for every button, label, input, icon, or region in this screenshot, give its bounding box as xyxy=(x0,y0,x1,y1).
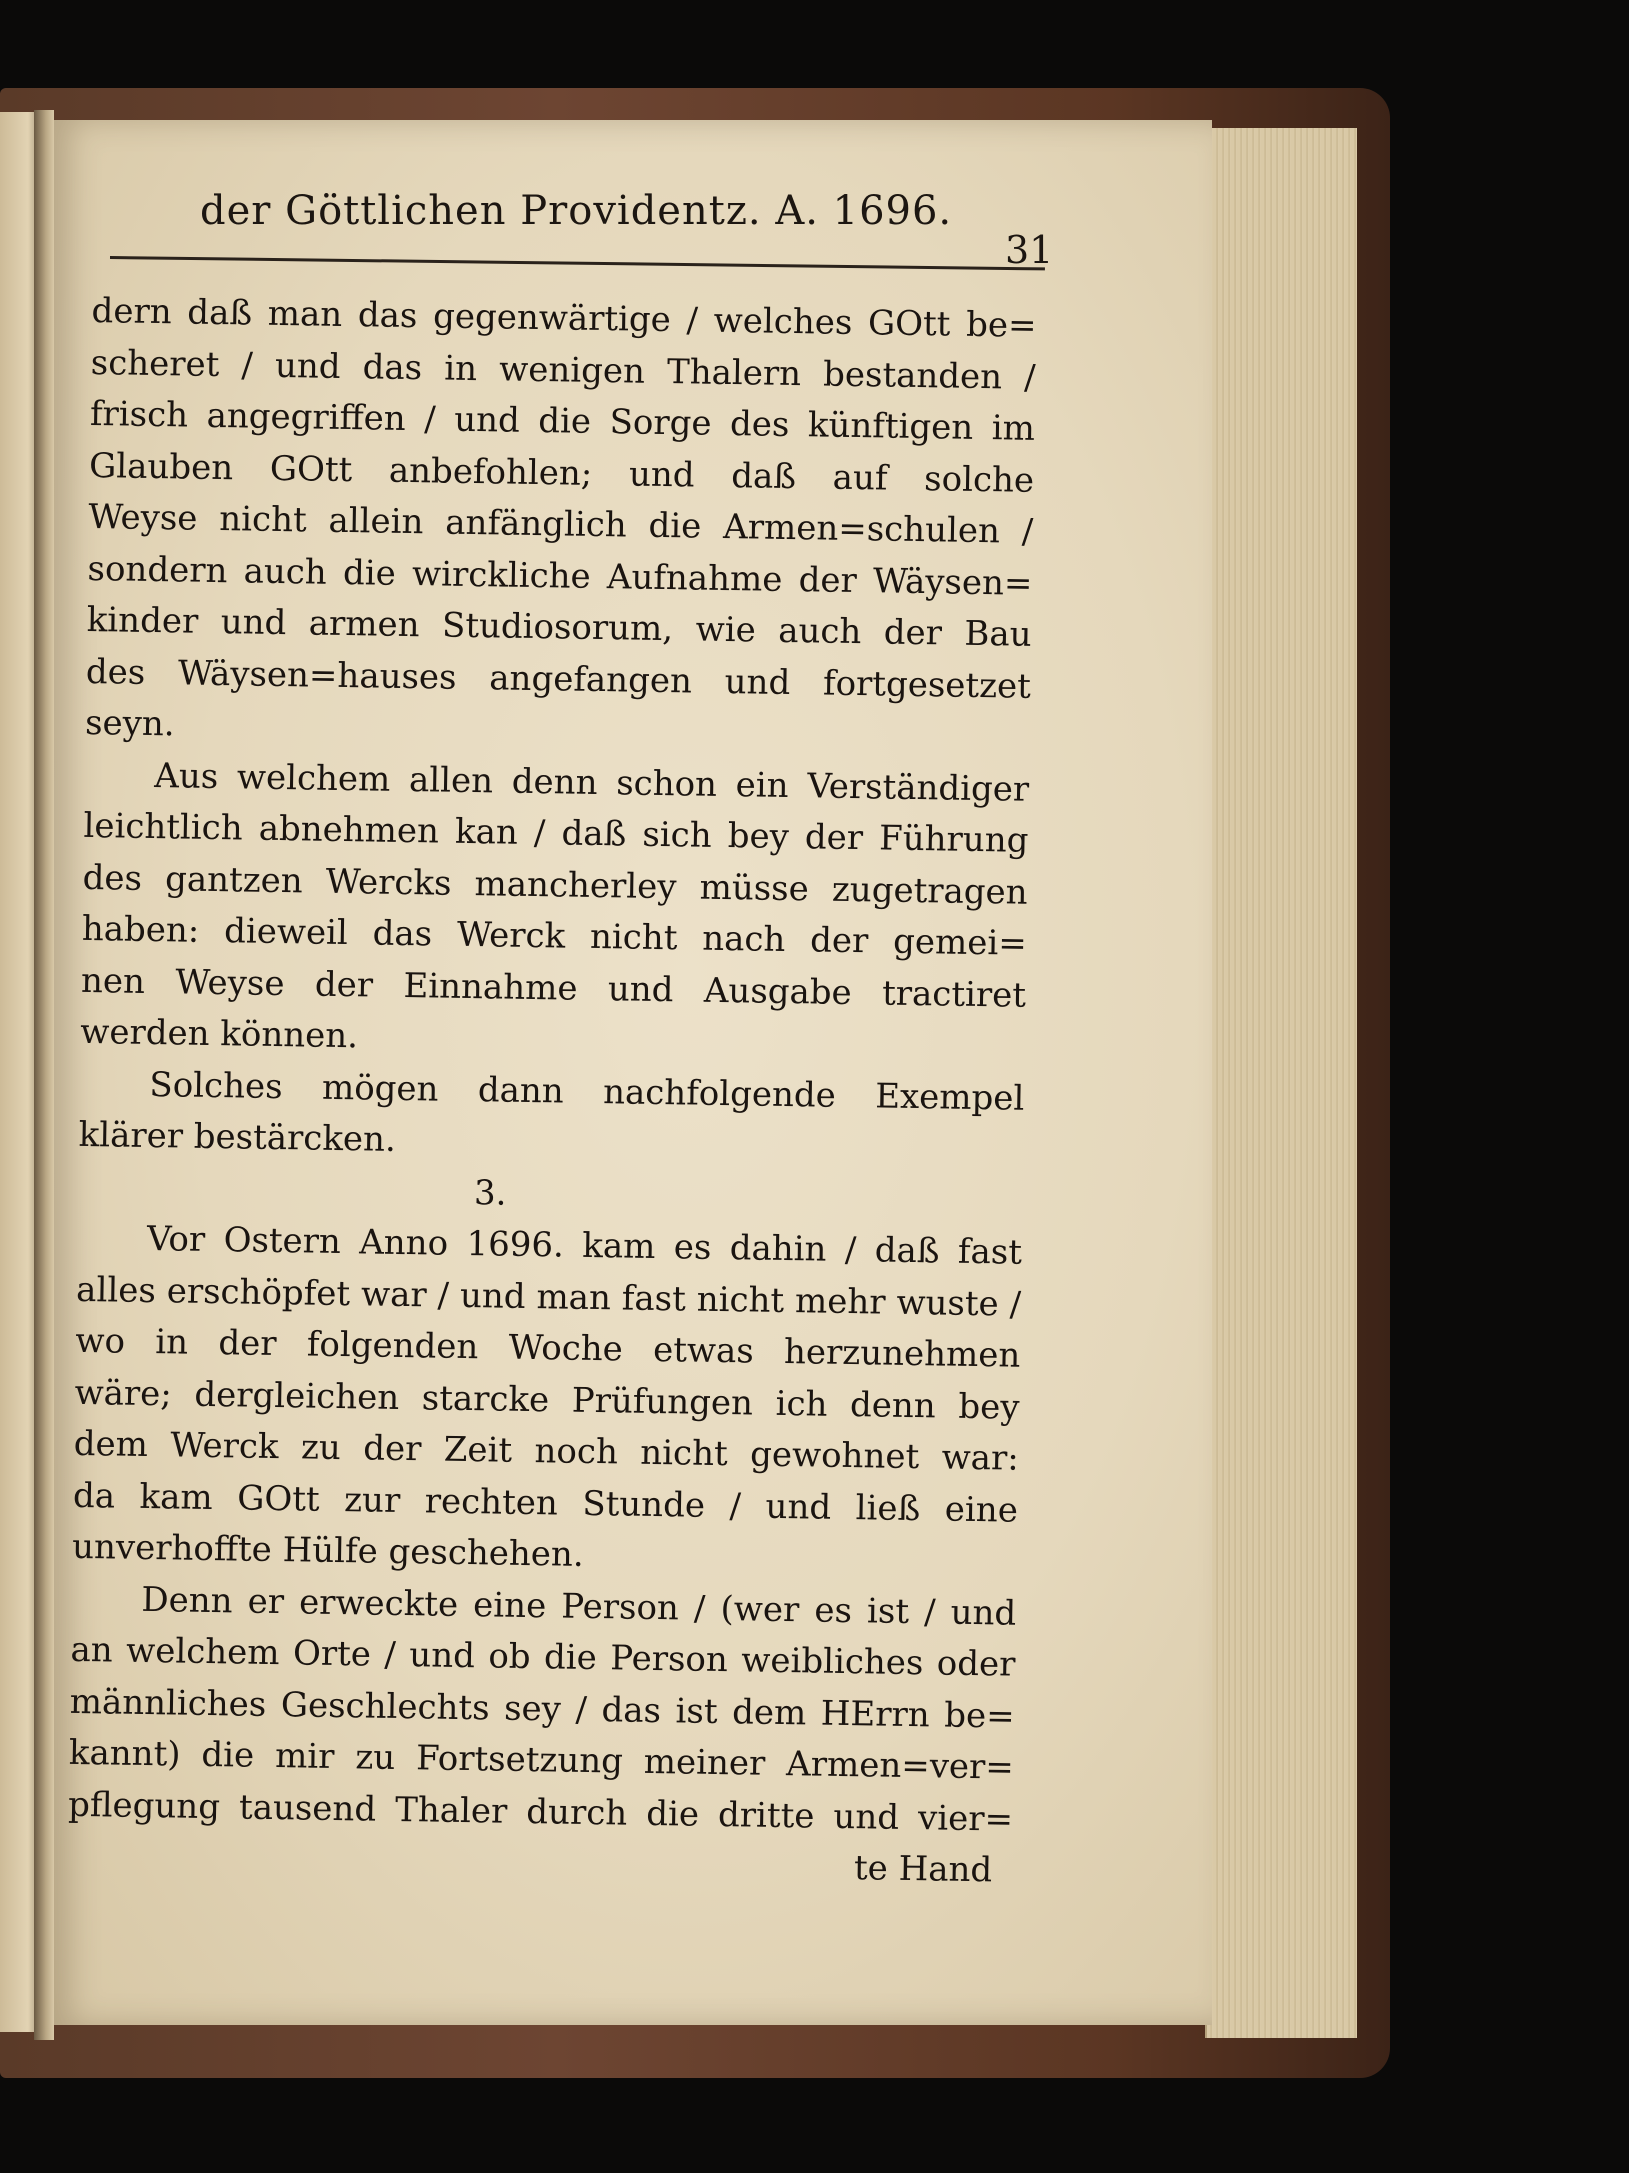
text-line: männliches Geschlechts sey / das ist dem HErrn be= xyxy=(69,1681,1015,1737)
text-line: Aus welchem allen denn schon ein Verständiger xyxy=(154,755,1030,810)
text-line: an welchem Orte / und ob die Person weibliches oder xyxy=(70,1629,1016,1685)
text-line: pflegung tausend Thaler durch die dritte und vier= xyxy=(67,1784,1014,1840)
text-line: des gantzen Wercks mancherley müsse zugetragen xyxy=(82,857,1028,913)
text-line: Vor Ostern Anno 1696. kam es dahin / daß fast xyxy=(146,1218,1023,1273)
text-line: des Wäysen=hauses angefangen und fortgesetzet xyxy=(85,651,1032,707)
body-text xyxy=(67,286,1037,1897)
text-line: wo in der folgenden Woche etwas herzunehmen xyxy=(75,1320,1021,1376)
text-line: scheret / und das in wenigen Thalern bestanden / xyxy=(90,342,1036,398)
text-line: alles erschöpfet war / und man fast nicht mehr wuste / xyxy=(75,1269,1022,1325)
text-line: Solches mögen dann nachfolgende Exempel xyxy=(149,1064,1025,1119)
text-line: sondern auch die wirckliche Aufnahme der Wäysen= xyxy=(87,548,1033,604)
text-line: wäre; dergleichen starcke Prüfungen ich denn bey xyxy=(74,1372,1020,1428)
text-line: klärer bestärcken. xyxy=(78,1114,397,1160)
page-number: 31 xyxy=(1005,228,1054,272)
page-block-edges xyxy=(1205,128,1357,2038)
text-line: nen Weyse der Einnahme und Ausgabe tractiret xyxy=(80,960,1027,1016)
text-line: kannt) die mir zu Fortsetzung meiner Armen=ver= xyxy=(68,1732,1015,1788)
text-line: frisch angegriffen / und die Sorge des künftigen im xyxy=(89,393,1036,449)
text-line: Weyse nicht allein anfänglich die Armen=schulen / xyxy=(88,496,1034,552)
text-line: seyn. xyxy=(84,702,175,745)
text-line: haben: dieweil das Werck nicht nach der gemei= xyxy=(81,908,1028,964)
text-line: leichtlich abnehmen kan / daß sich bey der Führung xyxy=(83,805,1029,861)
gutter xyxy=(34,110,54,2040)
text-line: Denn er erweckte eine Person / (wer es ist / und xyxy=(141,1579,1017,1634)
text-line: da kam GOtt zur rechten Stunde / und ließ eine xyxy=(72,1475,1019,1531)
catchword: te Hand xyxy=(853,1848,993,1891)
text-line: dern daß man das gegenwärtige / welches GOtt be= xyxy=(91,290,1037,346)
section-number: 3. xyxy=(473,1172,507,1214)
text-line: werden können. xyxy=(79,1011,359,1057)
running-head: der Göttlichen Providentz. A. 1696. xyxy=(200,188,953,234)
text-line: unverhoffte Hülfe geschehen. xyxy=(71,1526,584,1575)
text-line: dem Werck zu der Zeit noch nicht gewohnet war: xyxy=(73,1423,1020,1479)
text-line: Glauben GOtt anbefohlen; und daß auf solche xyxy=(88,445,1035,501)
text-line: kinder und armen Studiosorum, wie auch der Bau xyxy=(86,599,1032,655)
